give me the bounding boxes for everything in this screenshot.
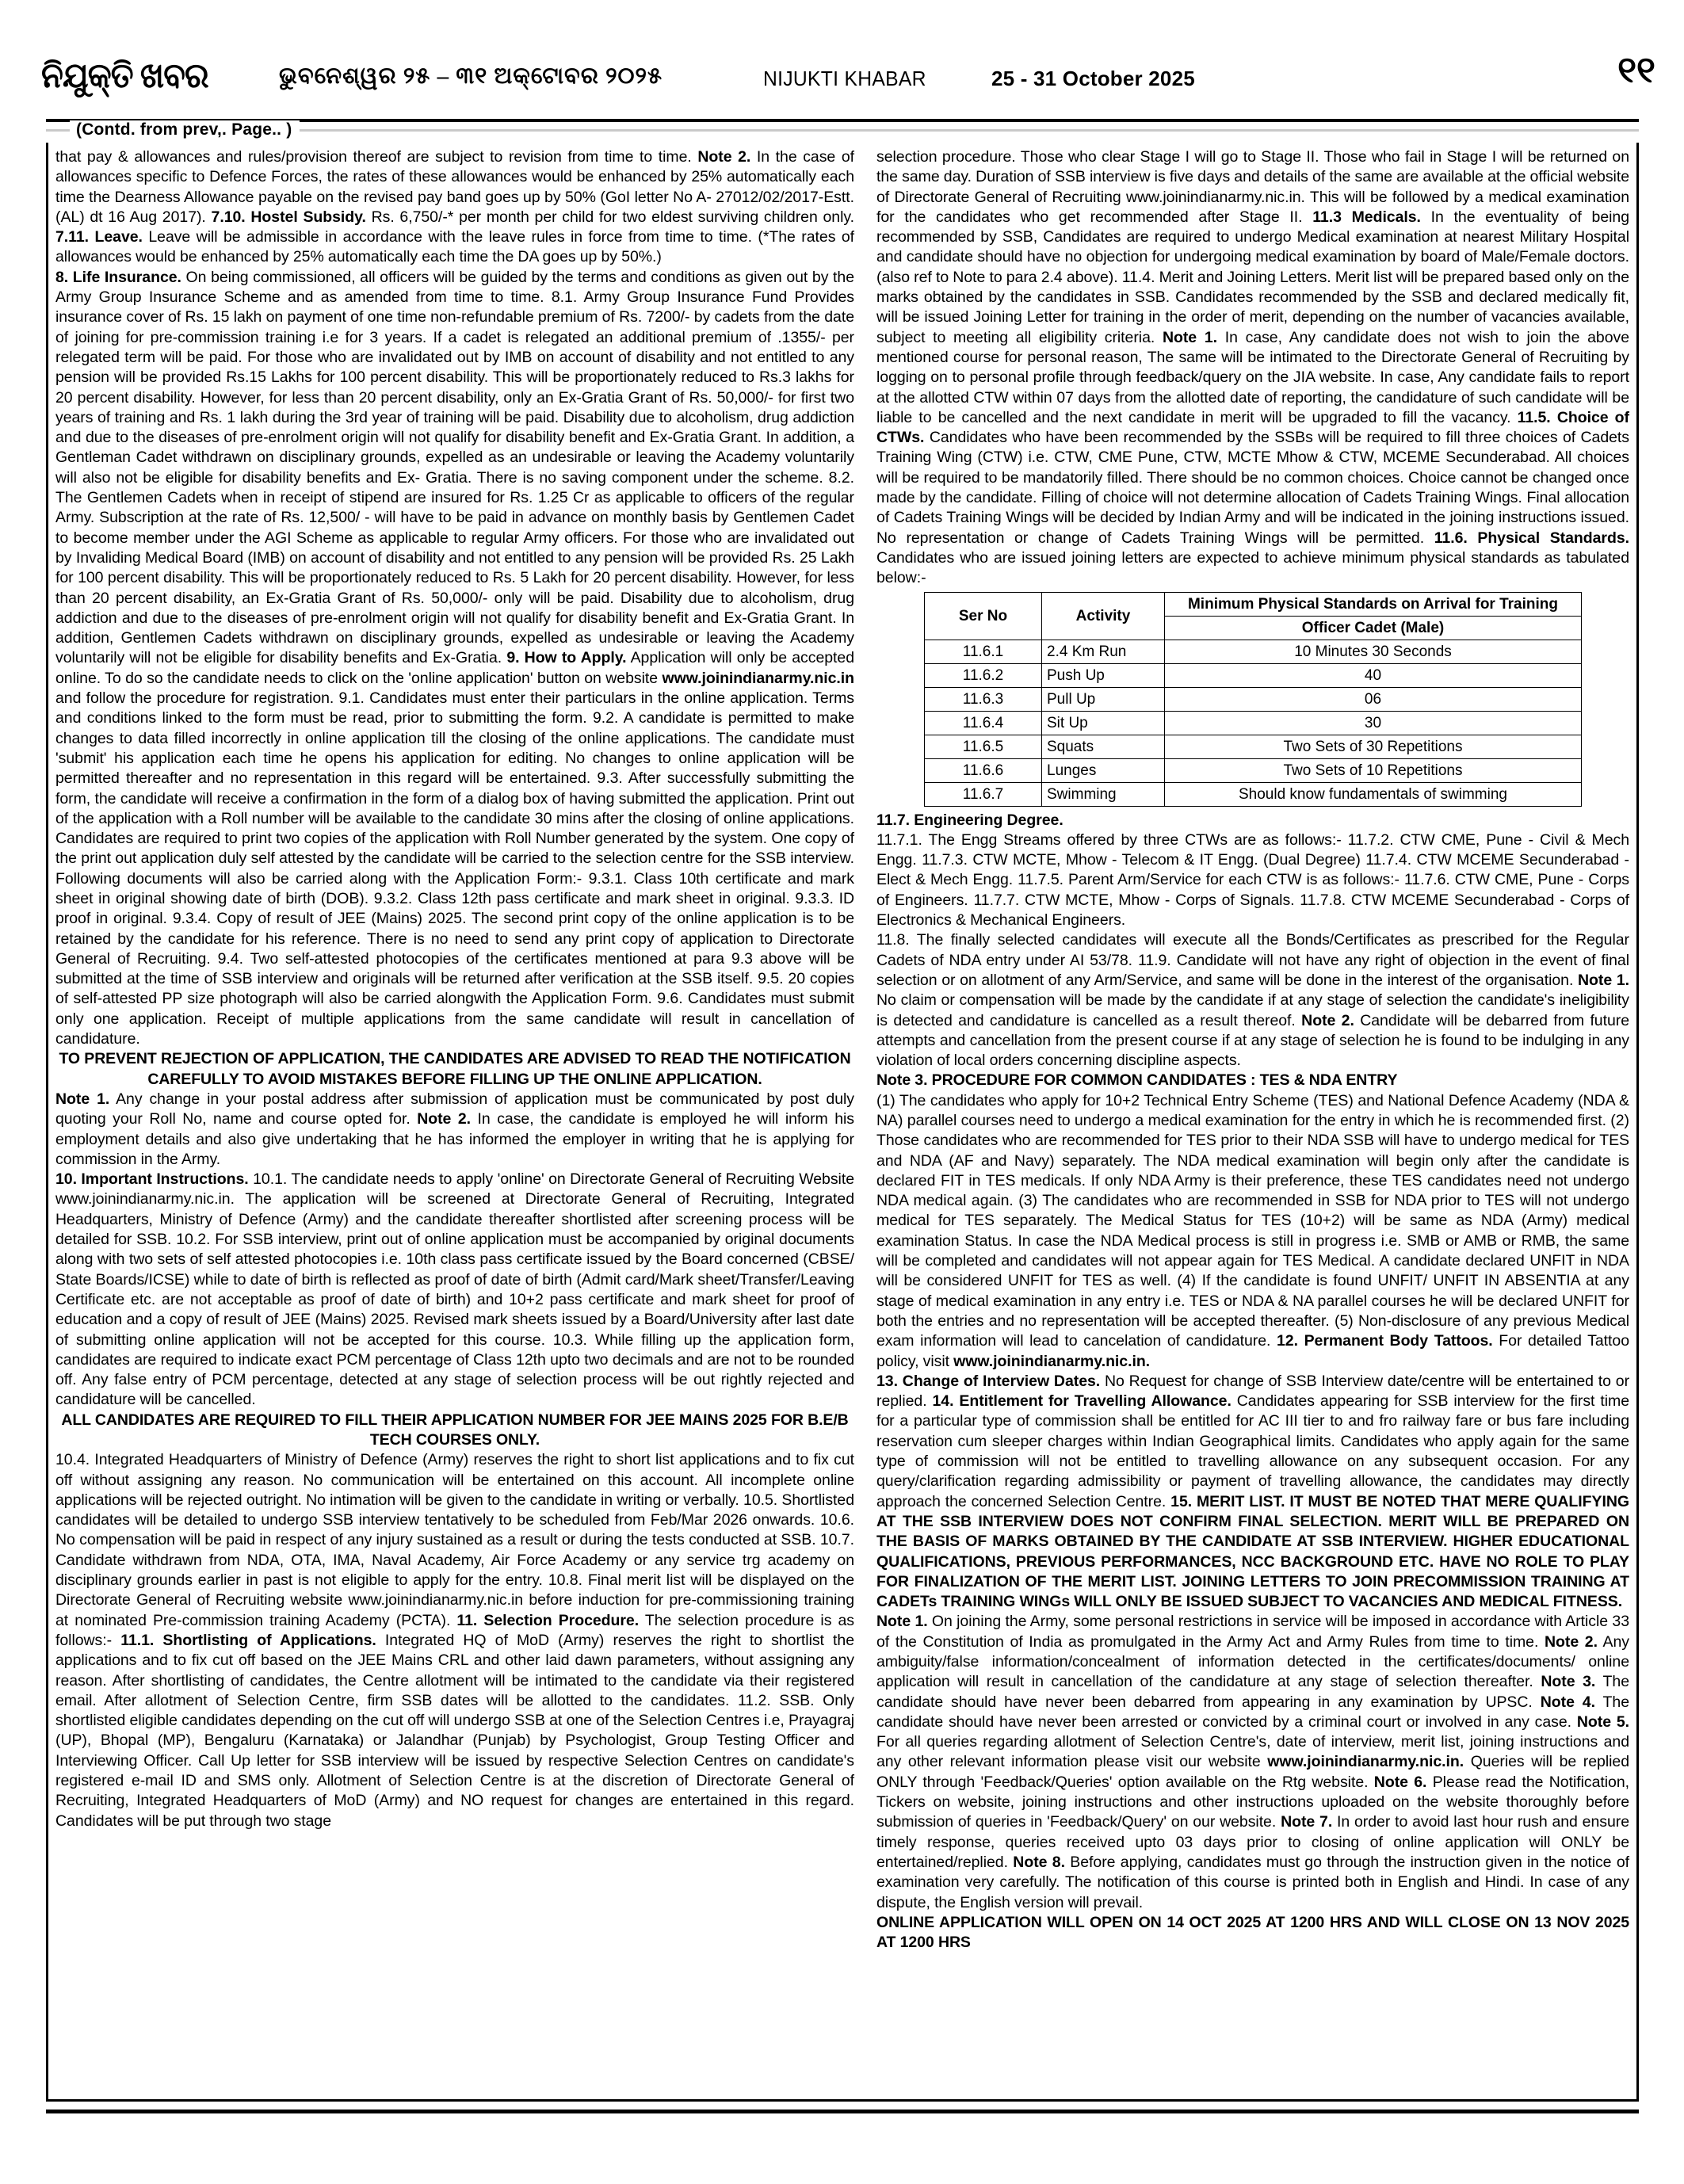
bold-run: 11.5. Choice of CTWs. <box>876 408 1629 447</box>
bold-run: www.joinindianarmy.nic.in <box>662 669 854 687</box>
text-run: In order to avoid last hour rush and ensure timely response, queries received upto 03 days prior to closing of online application will ONLY be entertained/replied. <box>876 1813 1629 1871</box>
paragraph <box>876 147 1629 589</box>
bold-run: 11.7. Engineering Degree. <box>876 811 1063 829</box>
cell-standard: Should know fundamentals of swimming <box>1165 782 1582 806</box>
text-run: Candidates appearing for SSB interview for the first time for a particular type of commission shall be entitled for AC III tier to and fro railway fare or bus fare including reservation cum sleeper charges within Indian Geographical limits. Candidates who apply again for the same type of commission will not be entitled to travelling allowance on any subsequent occasion. For any query/clarification regarding admissibility or payment of travelling allowance, the candidates may directly approach the concerned Selection Centre. <box>876 1392 1629 1510</box>
paragraph <box>876 1091 1629 1372</box>
text-run: 11.8. The finally selected candidates will execute all the Bonds/Certificates as prescribed for the Regular Cadets of NDA entry under AI 53/78. 11.9. Candidate will not have any right of objection in the event of final selection or on allotment of any Arm/Service, and same will be done in the interest of the organisation. <box>876 931 1629 989</box>
bold-run: Note 2. <box>1545 1632 1598 1651</box>
table-body <box>925 640 1582 806</box>
page-bottom-rule <box>46 2110 1639 2113</box>
article-columns <box>46 144 1639 2100</box>
bold-run: Note 2. <box>417 1110 472 1128</box>
bold-run: Note 1. <box>55 1090 110 1108</box>
paragraph <box>876 1612 1629 1912</box>
bold-run: Note 3. <box>1541 1673 1596 1691</box>
bold-run: Note 5. <box>1576 1712 1629 1731</box>
bold-run: 11. Selection Procedure. <box>456 1611 640 1629</box>
bold-run: Note 2. <box>1301 1011 1354 1029</box>
cell-ser-no: 11.6.7 <box>925 782 1042 806</box>
text-run: For detailed Tattoo policy, visit <box>876 1332 1630 1370</box>
header-ser-no: Ser No <box>925 592 1042 640</box>
left-body-part-1 <box>55 147 854 1049</box>
paragraph <box>55 268 854 1050</box>
cell-activity: Sit Up <box>1042 711 1165 735</box>
table-row <box>925 758 1582 782</box>
cell-standard: Two Sets of 30 Repetitions <box>1165 735 1582 758</box>
text-run: Candidates who have been recommended by the SSBs will be required to fill three choices of Cadets Training Wing (CTW) i.e. CTW, CME Pune, CTW, MCTE Mhow & CTW, MCEME Secunderabad. All choices will be required to be mandatorily filled. There should be no common choices. Choice cannot be changed once made by the candidate. Filling of choice will not determine allocation of Cadets Training Wings. Final allocation of Cadets Training Wings will be decided by Indian Army and will be indicated in the joining instructions issued. No representation or change of Cadets Training Wings will be permitted. <box>876 429 1629 547</box>
text-run: 11.7.1. The Engg Streams offered by three CTWs are as follows:- 11.7.2. CTW CME, Pune - Civil & Mech Engg. 11.7.3. CTW MCTE, Mhow - Telecom & IT Engg. (Dual Degree) 11.7.4. CTW MCEME Secunderabad - Elect & Mech Engg. 11.7.5. Parent Arm/Service for each CTW is as follows:- 11.7.6. CTW CME, Pune - Corps of Engineers. 11.7.7. CTW MCTE, Mhow - Corps of Signals. 11.7.8. CTW MCEME Secunderabad - Corps of Electronics & Mechanical Engineers. <box>876 830 1629 930</box>
cell-ser-no: 11.6.3 <box>925 687 1042 711</box>
table-header-row <box>925 592 1582 616</box>
table-row <box>925 782 1582 806</box>
bold-run: Note 7. <box>1281 1813 1333 1831</box>
bold-run: www.joinindianarmy.nic.in. <box>953 1352 1151 1370</box>
paragraph <box>55 147 854 268</box>
paragraph <box>55 1170 854 1411</box>
bold-run: 11.1. Shortlisting of Applications. <box>120 1631 376 1649</box>
paragraph <box>876 1372 1629 1613</box>
cell-ser-no: 11.6.6 <box>925 758 1042 782</box>
cell-activity: Squats <box>1042 735 1165 758</box>
right-body-part-2 <box>876 811 1629 1913</box>
cell-ser-no: 11.6.4 <box>925 711 1042 735</box>
text-run: On being commissioned, all officers will be guided by the terms and conditions as given out by the Army Group Insurance Scheme and as amended from time to time. 8.1. Army Group Insurance Fund Provides insurance cover of Rs. 15 lakh on payment of one time non-refundable premium of Rs. 7200/- by cadets from the date of joining for pre-commission training i.e for 3 years. If a cadet is relegated an additional premium of .1355/- per relegated term will be paid. For those who are invalidated out by IMB on account of disability and not entitled to any pension will be provided Rs.15 Lakhs for 100 percent disability. This will be proportionately reduced to Rs.3 lakhs for 20 percent disability. However, for less than 20 percent disability, only an Ex-Gratia Grant of Rs. 50,000/- for first two years of training and Rs. 1 lakh during the 3rd year of training will be paid. Disability due to alcoholism, drug addiction and due to the diseases of pre-enrolment origin will not qualify for disability benefit and Ex-Gratia Grant. In addition, a Gentleman Cadet withdrawn on disciplinary grounds, expelled as an undesirable or leaving the Academy voluntarily will also not be eligible for disability benefits and Ex- Gratia. There is no saving component under the scheme. 8.2. The Gentlemen Cadets when in receipt of stipend are insured for Rs. 1.25 Cr as applicable to officers of the regular Army. Subscription at the rate of Rs. 12,500/ - will have to be paid in advance on monthly basis by Gentlemen Cadet to become member under the AGI Scheme as applicable to regular Army officers. For those who are invalidated out by Invaliding Medical Board (IMB) on account of disability and not entitled to any pension will be provided Rs. 25 Lakh for 100 percent disability. This will be proportionately reduced to Rs. 5 Lakh for 20 percent disability. However, for less than 20 percent disability, an Ex-Gratia Grant of Rs. 50,000/- only will be paid. Disability due to alcoholism, drug addiction and due to the diseases of pre-enrolment origin will not qualify for disability benefit and Ex-Gratia Grant. In addition, Gentlemen Cadets withdrawn on disciplinary grounds, expelled as undesirable or leaving the Academy voluntarily will not be eligible for disability benefits and Ex-Gratia. <box>55 268 854 667</box>
masthead-odia-date: ଭୁବନେଶ୍ୱର ୨୫ – ୩୧ ଅକ୍ଟୋବର ୨୦୨୫ <box>279 63 663 89</box>
bold-run: Note 1. <box>876 1613 928 1631</box>
right-closing-heading: ONLINE APPLICATION WILL OPEN ON 14 OCT 2025 AT 1200 HRS AND WILL CLOSE ON 13 NOV 2025 AT 1200 HRS <box>876 1913 1629 1952</box>
text-run: Application will only be accepted online. To do so the candidate needs to click on the 'online application' button on website <box>55 649 854 687</box>
table-row <box>925 687 1582 711</box>
text-run: In case, Any candidate does not wish to join the above mentioned course for personal reason, The same will be intimated to the Directorate General of Recruiting by logging on to personal profile through feedback/query on the JIA website. In case, Any candidate fails to report at the allotted CTW within 07 days from the allotted date of reporting, the candidature of such candidate will be liable to be cancelled and the next candidate in merit will be upgraded to fill the vacancy. <box>876 328 1629 426</box>
bold-run: 8. Life Insurance. <box>55 268 181 286</box>
bold-run: 7.10. Hostel Subsidy. <box>211 208 366 226</box>
table-row <box>925 640 1582 663</box>
left-body-part-2 <box>55 1090 854 1411</box>
text-run: No claim or compensation will be made by the candidate if at any stage of selection the candidate's ineligibility is detected and candidature is cancelled as a result thereof. <box>876 991 1629 1029</box>
text-run: selection procedure. Those who clear Stage I will go to Stage II. Those who fail in Stage I will be returned on the same day. Duration of SSB interview is five days and details of the same are available at the official website of Directorate General of Recruiting www.joinindianarmy.nic.in. This will be followed by a medical examination for the candidates who get recommended after Stage II. <box>876 148 1629 226</box>
text-run: Any change in your postal address after submission of application must be communicated by post duly quoting your Roll No, name and course opted for. <box>55 1090 854 1128</box>
cell-activity: Lunges <box>1042 758 1165 782</box>
paragraph <box>876 830 1629 930</box>
bold-run: Note 2. <box>697 148 751 166</box>
masthead-date-range: 25 - 31 October 2025 <box>991 67 1195 90</box>
bold-run: 10. Important Instructions. <box>55 1170 249 1189</box>
cell-standard: 30 <box>1165 711 1582 735</box>
cell-ser-no: 11.6.1 <box>925 640 1042 663</box>
bold-run: 14. Entitlement for Travelling Allowance. <box>932 1392 1231 1411</box>
text-run: Please read the Notification, Tickers on website, joining instructions and other instructions uploaded on the website thoroughly before submission of queries in 'Feedback/Query' on our website. <box>876 1773 1629 1831</box>
text-run: and follow the procedure for registration. 9.1. Candidates must enter their particulars in the online application. Terms and conditions linked to the form must be read, prior to submitting the form. 9.2. A candidate is permitted to make changes to data filled incorrectly in online application till the closing of the online applications. The candidate must 'submit' his application each time he opens his application for editing. No changes to online application will be permitted thereafter and no representation in this regard will be entertained. 9.3. After successfully submitting the form, the candidate will receive a confirmation in the form of a dialog box of having submitted the application. Print out of the application with a Roll number will be available to the candidate 30 mins after the closing of online applications. Candidates are required to print two copies of the application with Roll Number generated by the system. One copy of the print out application duly self attested by the candidate will be carried to the selection centre for the SSB interview. Following documents will also be carried along with the Application Form:- 9.3.1. Class 10th certificate and mark sheet in original showing date of birth (DOB). 9.3.2. Class 12th pass certificate and mark sheet in original. 9.3.3. ID proof in original. 9.3.4. Copy of result of JEE (Mains) 2025. The second print copy of the online application is to be retained by the candidate for his reference. There is no need to send any print copy of application to Directorate General of Recruiting. 9.4. Two self-attested photocopies of the certificates mentioned at para 9.3 above will be submitted at the time of SSB interview and originals will be returned after verification at the SSB itself. 9.5. 20 copies of self-attested PP size photograph will also be carried alongwith the Application Form. 9.6. Candidates must submit only one application. Receipt of multiple applications from the same candidate will result in cancellation of candidature. <box>55 689 854 1048</box>
cell-standard: Two Sets of 10 Repetitions <box>1165 758 1582 782</box>
bold-run: Note 1. <box>1162 328 1217 346</box>
bold-run: 11.3 Medicals. <box>1312 208 1421 226</box>
continued-from-label: (Contd. from prev,. Page.. ) <box>70 120 300 139</box>
paragraph <box>876 1071 1629 1090</box>
bold-run: www.joinindianarmy.nic.in. <box>1267 1753 1464 1771</box>
text-run: 10.1. The candidate needs to apply 'online' on Directorate General of Recruiting Website www.joinindianarmy.nic.in. The application will be screened at Directorate General of Recruiting, Integrated Headquarters, Ministry of Defence (Army) and the candidate thereafter shortlisted after screening process will be detailed for SSB. 10.2. For SSB interview, print out of online application must be accompanied by original documents along with two sets of self attested photocopies i.e. 10th class pass certificate issued by the Board concerned (CBSE/ State Boards/ICSE) while to date of birth is reflected as proof of date of birth (Admit card/Mark sheet/Transfer/Leaving Certificate etc. are not acceptable as proof of date of birth) and 10+2 pass certificate and mark sheet for proof of education and a copy of result of JEE (Mains) 2025. Revised mark sheets issued by a Board/University after last date of submitting online application will not be accepted for this course. 10.3. While filling up the application form, candidates are required to indicate exact PCM percentage of Class 12th upto two decimals and are not to be rounded off. Any false entry of PCM percentage, detected at any stage of selection process will be out rightly rejected and candidature will be cancelled. <box>55 1170 854 1409</box>
publication-title: NIJUKTI KHABAR <box>763 67 926 90</box>
text-run: No Request for change of SSB Interview date/centre will be entertained to or replied. <box>876 1372 1630 1411</box>
text-run: Before applying, candidates must go through the instruction given in the notice of examination very carefully. The notification of this course is printed both in English and Hindi. In case of any dispute, the English version will prevail. <box>876 1853 1629 1911</box>
right-column <box>862 144 1639 2100</box>
bold-run: 15. MERIT LIST. IT MUST BE NOTED THAT MERE QUALIFYING AT THE SSB INTERVIEW DOES NOT CONFIRM FINAL SELECTION. MERIT WILL BE PREPARED ON THE BASIS OF MARKS OBTAINED BY THE CANDIDATE AT SSB INTERVIEW. HIGHER EDUCATIONAL QUALIFICATIONS, PREVIOUS PERFORMANCES, NCC BACKGROUND ETC. HAVE NO ROLE TO PLAY FOR FINALIZATION OF THE MERIT LIST. JOINING LETTERS TO JOIN PRECOMMISSION TRAINING AT CADETs TRAINING WINGs WILL ONLY BE ISSUED SUBJECT TO VACANCIES AND MEDICAL FITNESS. <box>876 1492 1629 1611</box>
cell-activity: Pull Up <box>1042 687 1165 711</box>
text-run: The candidate should have never been debarred from appearing in any examination by UPSC. <box>876 1673 1629 1711</box>
table-row <box>925 663 1582 687</box>
cell-standard: 06 <box>1165 687 1582 711</box>
physical-standards-table-wrap <box>876 589 1629 811</box>
paragraph <box>55 1090 854 1170</box>
bold-run: Note 3. PROCEDURE FOR COMMON CANDIDATES : TES & NDA ENTRY <box>876 1071 1398 1090</box>
cell-standard: 10 Minutes 30 Seconds <box>1165 640 1582 663</box>
text-run: Leave will be admissible in accordance with the leave rules in force from time to time. (*The rates of allowances would be enhanced by 25% automatically each time the DA goes up by 50%.) <box>55 228 854 266</box>
text-run: that pay & allowances and rules/provision thereof are subject to revision from time to time. <box>55 148 698 166</box>
text-run: Queries will be replied ONLY through 'Feedback/Queries' option available on the Rtg website. <box>876 1753 1629 1791</box>
bold-run: 7.11. Leave. <box>55 228 143 246</box>
text-run: On joining the Army, some personal restrictions in service will be imposed in accordance with Article 33 of the Constitution of India as promulgated in the Army Act and Army Rules from time to time. <box>876 1613 1629 1651</box>
text-run: Candidate will be debarred from future attempts and cancellation from the present course if at any stage of selection he is found to be indulging in any violation of local orders concerning discipline aspects. <box>876 1011 1630 1070</box>
text-run: Integrated HQ of MoD (Army) reserves the right to shortlist the applications and to fix cut off based on the JEE Mains CRL and other laid dawn parameters, without assigning any reason. After shortlisting of candidates, the Centre allotment will be intimated to the candidate via their registered email. After allotment of Selection Centre, firm SSB dates will be allotted to the candidates. 11.2. SSB. Only shortlisted eligible candidates depending on the cut off will undergo SSB at one of the Selection Centres i.e, Prayagraj (UP), Bhopal (MP), Bengaluru (Karnataka) or Jalandhar (Punjab) by Psychologist, Group Testing Officer and Interviewing Officer. Call Up letter for SSB interview will be issued by respective Selection Centres on candidate's registered e-mail ID and SMS only. Allotment of Selection Centre is at the discretion of Directorate General of Recruiting, Integrated Headquarters of MoD (Army) and NO request for changes are entertained in this regard. Candidates will be put through two stage <box>55 1631 855 1830</box>
continued-banner <box>46 119 1639 143</box>
header-officer-cadet-male: Officer Cadet (Male) <box>1165 616 1582 640</box>
table-head <box>925 592 1582 640</box>
bold-run: Note 1. <box>1578 971 1629 989</box>
text-run: Any ambiguity/false information/concealment of information detected in the certificates/documents/ online application will result in cancellation of the candidature at any stage of selection thereafter. <box>876 1632 1630 1691</box>
text-run: In case, the candidate is employed he will inform his employment details and also give undertaking that he has informed the employer in writing that he is applying for commission in the Army. <box>55 1110 854 1168</box>
page-number: ୧୧ <box>1617 50 1655 90</box>
text-run: In the eventuality of being recommended by SSB, Candidates are required to undergo Medical examination at nearest Military Hospital and candidate should have no objection for undergoing medical examination by board of Male/Female doctors. (also ref to Note to para 2.4 above). 11.4. Merit and Joining Letters. Merit list will be prepared based only on the marks obtained by the candidates in SSB. Candidates recommended by the SSB and declared medically fit, will be issued Joining Letter for training in the order of merit, depending on the number of vacancies available, subject to meeting all eligibility criteria. <box>876 208 1629 346</box>
bold-run: 13. Change of Interview Dates. <box>876 1372 1101 1390</box>
bold-run: 12. Permanent Body Tattoos. <box>1277 1332 1493 1350</box>
bold-run: Note 6. <box>1373 1773 1427 1791</box>
text-run: (1) The candidates who apply for 10+2 Technical Entry Scheme (TES) and National Defence Academy (NDA & NA) parallel courses need to undergo a medical examination for the entry in which he is recommended first. (2) Those candidates who are recommended for TES prior to their NDA SSB will have to undergo medical for TES and NDA (AF and Navy) separately. The NDA medical examination will begin only after the candidate is declared FIT in TES medicals. If only NDA Army is their preference, these TES candidates need not undergo NDA medical again. (3) The candidates who are recommended in SSB for NDA prior to TES will not undergo medical for TES separately. The Medical Status for TES (10+2) will be same as NDA (Army) medical examination Status. In case the NDA Medical process is still in progress i.e. SMB or AMB or RMB, the same will be completed and candidates will not appear again for TES Medical. A candidate declared UNFIT in NDA will be considered UNFIT for TES as well. (4) If the candidate is found UNFIT/ UNFIT IN ABSENTIA at any stage of medical examination in any entry i.e. TES or NDA & NA parallel courses he will be declared UNFIT for both the entries and no representation will be accepted thereafter. (5) Non-disclosure of any previous Medical exam information will lead to cancelation of candidature. <box>876 1091 1629 1350</box>
bold-run: 9. How to Apply. <box>506 649 627 667</box>
text-run: 10.4. Integrated Headquarters of Ministry of Defence (Army) reserves the right to short list applications and to fix cut off without assigning any reason. No communication will be entertained on this account. All incomplete online applications will be rejected outright. No intimation will be given to the candidate in writing or verbally. 10.5. Shortlisted candidates will be detailed to undergo SSB interview tentatively to be scheduled from Feb/Mar 2026 onwards. 10.6. No compensation will be paid in respect of any injury sustained as a result or during the tests conducted at SSB. 10.7. Candidate withdrawn from NDA, OTA, IMA, Naval Academy, Air Force Academy or any service trg academy on disciplinary grounds earlier in past is not eligible to apply for the entry. 10.8. Final merit list will be displayed on the Directorate General of Recruiting website www.joinindianarmy.nic.in before induction for pre-commissioning training at nominated Pre-commission training Academy (PCTA). <box>55 1451 854 1629</box>
cell-standard: 40 <box>1165 663 1582 687</box>
paragraph <box>876 930 1629 1071</box>
header-standards: Minimum Physical Standards on Arrival for Training <box>1165 592 1582 616</box>
cell-ser-no: 11.6.2 <box>925 663 1042 687</box>
text-run: The selection procedure is as follows:- <box>55 1611 854 1649</box>
left-heading-prevent-rejection: TO PREVENT REJECTION OF APPLICATION, THE CANDIDATES ARE ADVISED TO READ THE NOTIFICATION CAREFULLY TO AVOID MISTAKES BEFORE FILLING UP THE ONLINE APPLICATION. <box>59 1050 851 1088</box>
text-run: For all queries regarding allotment of Selection Centre's, date of interview, merit list, joining instructions and any other relevant information please visit our website <box>876 1733 1629 1771</box>
text-run: Rs. 6,750/-* per month per child for two eldest surviving children only. <box>365 208 854 226</box>
left-column <box>46 144 862 2100</box>
right-body-part-1 <box>876 147 1629 589</box>
bold-run: 11.6. Physical Standards. <box>1434 529 1629 547</box>
physical-standards-table <box>924 592 1582 807</box>
cell-activity: Push Up <box>1042 663 1165 687</box>
header-activity: Activity <box>1042 592 1165 640</box>
text-run: In the case of allowances specific to Defence Forces, the rates of these allowances would be enhanced by 25% automatically each time the Dearness Allowance payable on the revised pay band goes up by 50% (GoI letter No A- 27012/02/2017-Estt.(AL) dt 16 Aug 2017). <box>55 148 854 226</box>
cell-activity: 2.4 Km Run <box>1042 640 1165 663</box>
paragraph <box>876 811 1629 830</box>
masthead <box>0 0 1684 101</box>
cell-ser-no: 11.6.5 <box>925 735 1042 758</box>
text-run: Candidates who are issued joining letters are expected to achieve minimum physical standards as tabulated below:- <box>876 548 1629 587</box>
bold-run: Note 8. <box>1013 1853 1065 1871</box>
table-row <box>925 735 1582 758</box>
paragraph <box>55 1450 854 1831</box>
cell-activity: Swimming <box>1042 782 1165 806</box>
publication-logo: ନିଯୁକ୍ତି ଖବର <box>41 56 208 95</box>
left-heading-jee-mains: ALL CANDIDATES ARE REQUIRED TO FILL THEIR APPLICATION NUMBER FOR JEE MAINS 2025 FOR B.E/B TECH COURSES ONLY. <box>61 1411 849 1449</box>
bold-run: Note 4. <box>1540 1693 1595 1711</box>
table-row <box>925 711 1582 735</box>
text-run: The candidate should have never been arrested or convicted by a criminal court or involved in any case. <box>876 1693 1629 1731</box>
left-body-part-3 <box>55 1450 854 1831</box>
